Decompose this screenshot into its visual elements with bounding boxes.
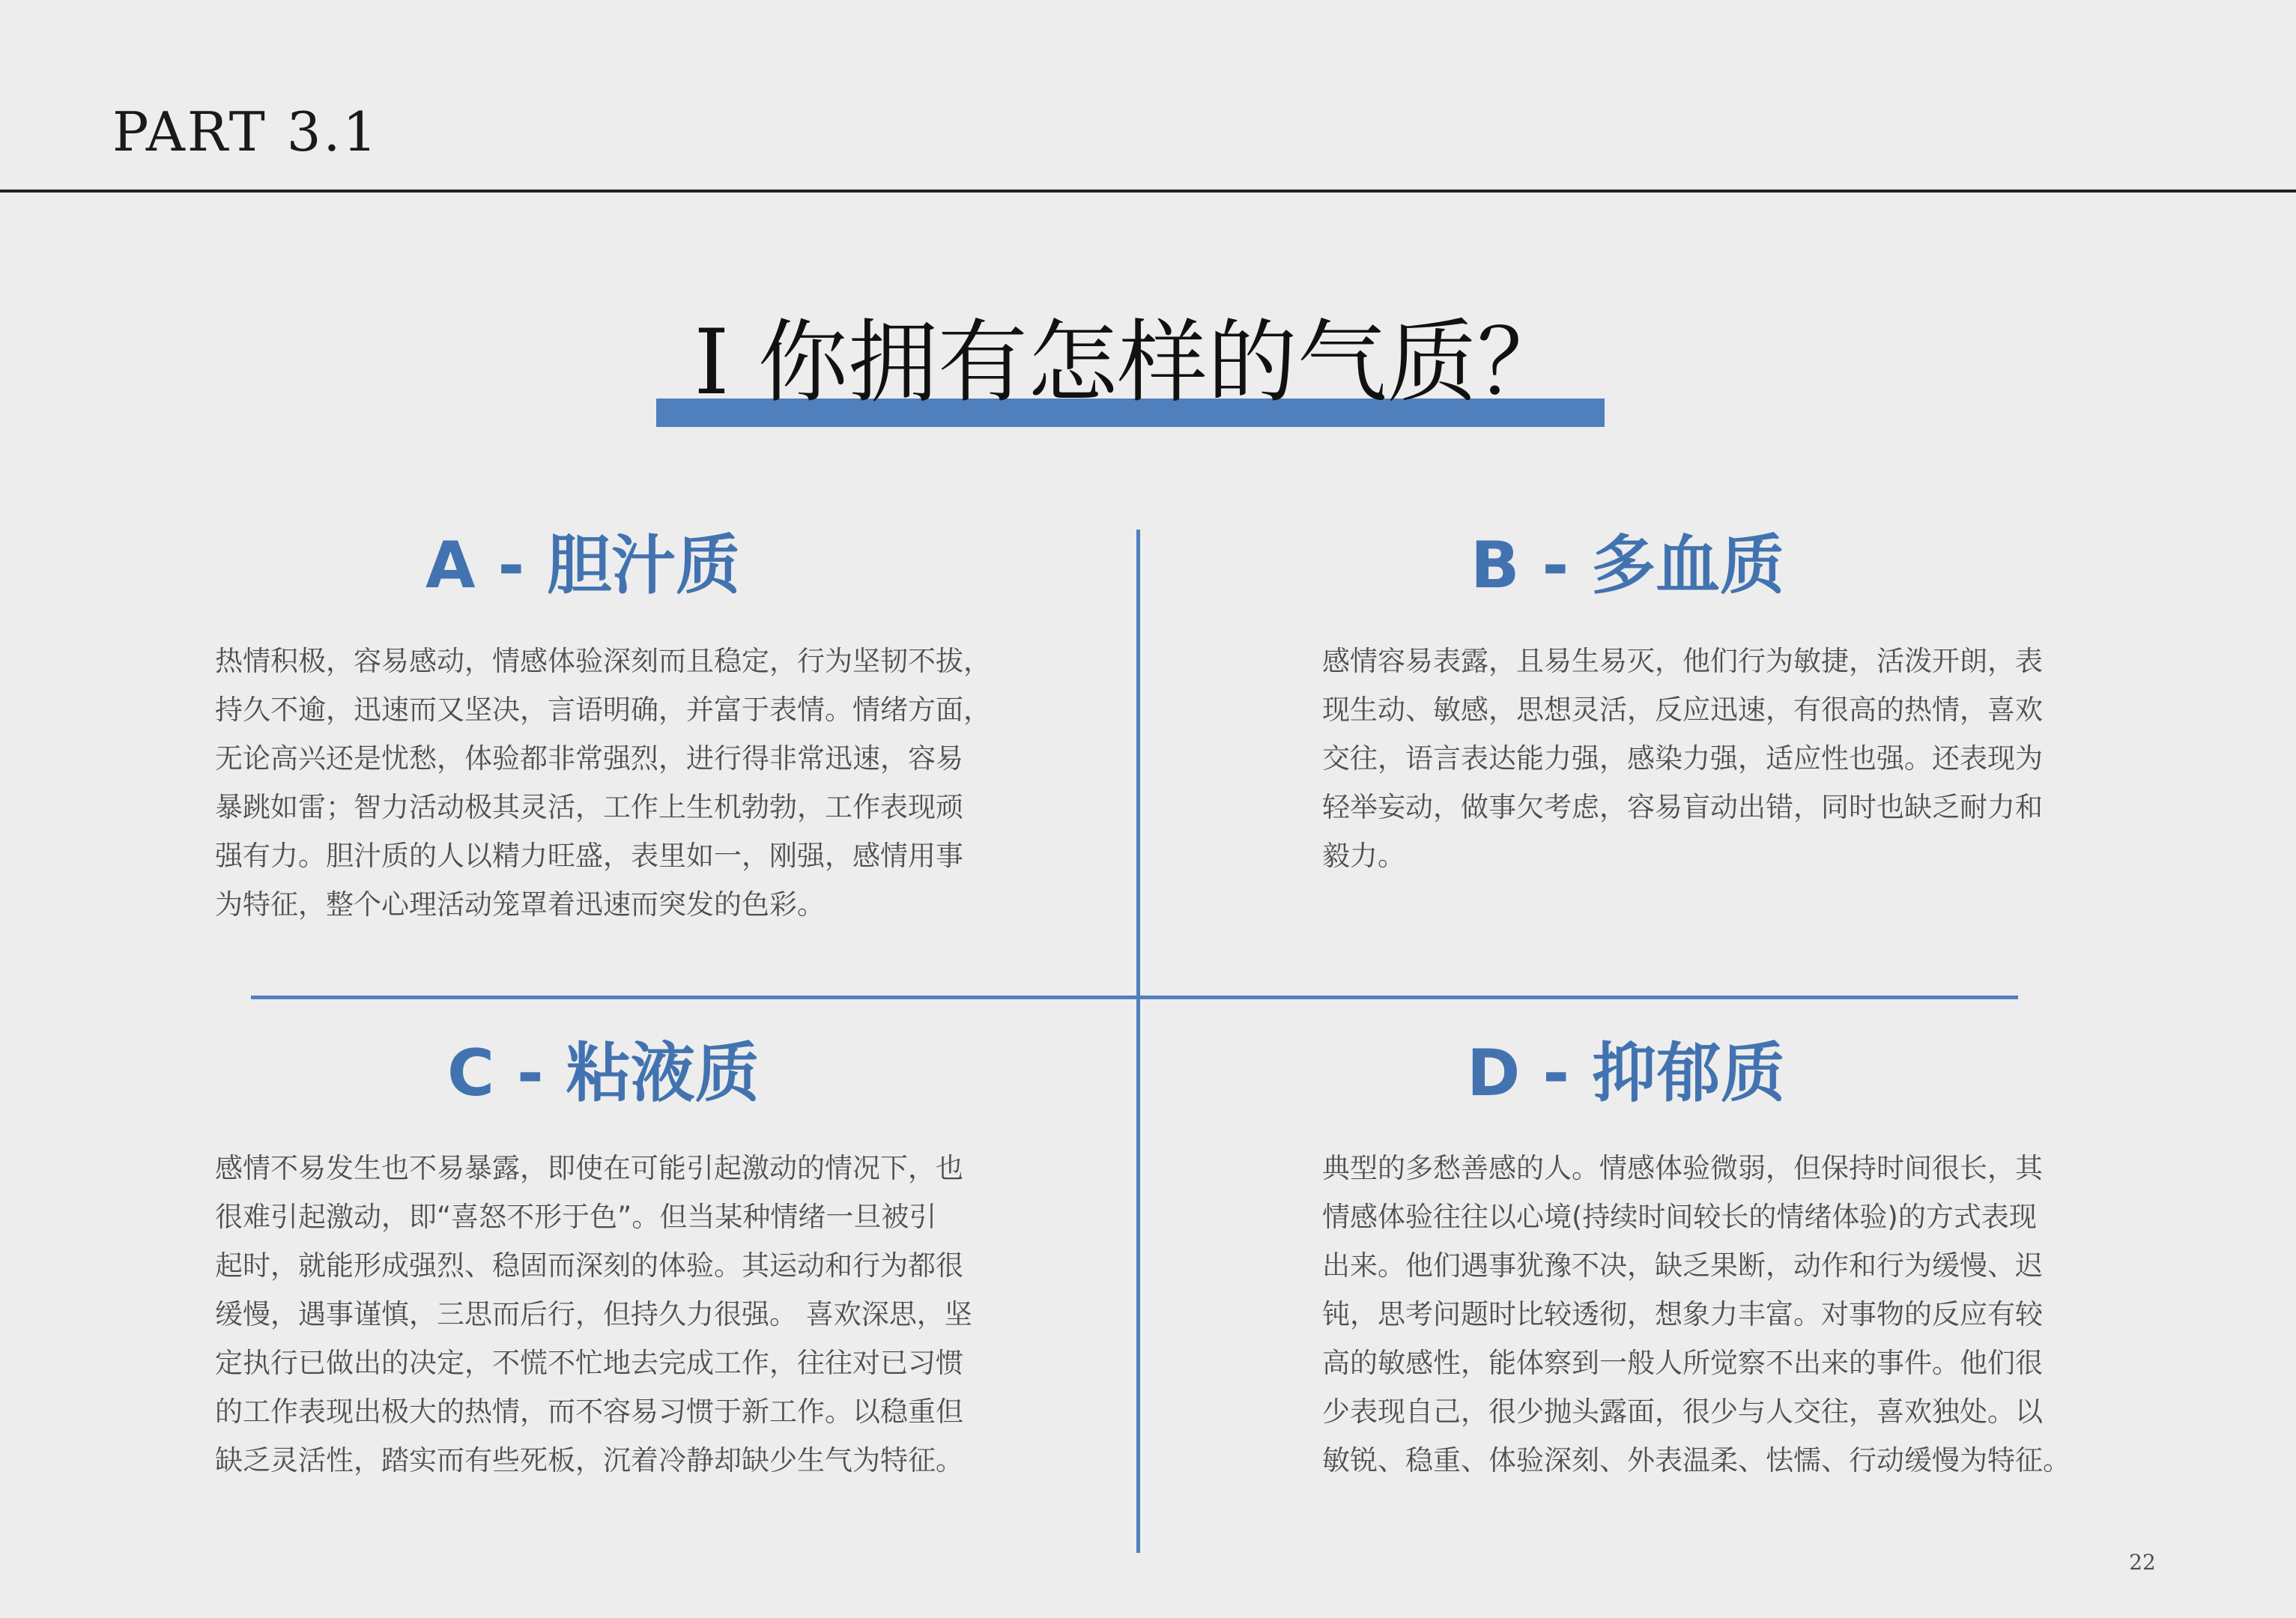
quadrant-b-title: B - 多血质	[1470, 528, 1785, 603]
quadrant-a-line: 无论高兴还是忧愁，体验都非常强烈，进行得非常迅速，容易	[215, 742, 963, 775]
quadrant-d-line: 少表现自己，很少抛头露面，很少与人交往，喜欢独处。以	[1322, 1396, 2043, 1428]
header-rule	[0, 190, 2296, 193]
quadrant-d-body	[1322, 1144, 2086, 1485]
quadrant-b-line: 感情容易表露，且易生易灭，他们行为敏捷，活泼开朗，表	[1322, 645, 2043, 677]
quadrant-b-body	[1322, 637, 2086, 880]
quadrant-c-line: 定执行已做出的决定，不慌不忙地去完成工作，往往对已习惯	[215, 1347, 963, 1379]
page-title: I 你拥有怎样的气质？	[694, 311, 1567, 415]
quadrant-b-line: 轻举妄动，做事欠考虑，容易盲动出错，同时也缺乏耐力和	[1322, 791, 2043, 823]
quadrant-d-line: 情感体验往往以心境(持续时间较长的情绪体验)的方式表现	[1322, 1201, 2037, 1233]
quadrant-d-line: 敏锐、稳重、体验深刻、外表温柔、怯懦、行动缓慢为特征。	[1322, 1444, 2071, 1476]
quadrant-d-line: 钝，思考问题时比较透彻，想象力丰富。对事物的反应有较	[1322, 1298, 2043, 1330]
quadrant-c-line: 缺乏灵活性，踏实而有些死板，沉着冷静却缺少生气为特征。	[215, 1444, 963, 1476]
quadrant-a-line: 持久不逾，迅速而又坚决，言语明确，并富于表情。情绪方面，	[215, 694, 991, 726]
quadrant-a-title: A - 胆汁质	[425, 528, 741, 603]
quadrant-c-title: C - 粘液质	[447, 1036, 760, 1111]
quadrant-d-title: D - 抑郁质	[1467, 1036, 1785, 1111]
horizontal-divider	[251, 996, 2018, 999]
quadrant-b-line: 现生动、敏感，思想灵活，反应迅速，有很高的热情，喜欢	[1322, 694, 2043, 726]
quadrant-a-line: 暴跳如雷；智力活动极其灵活，工作上生机勃勃，工作表现顽	[215, 791, 963, 823]
quadrant-b-line: 交往，语言表达能力强，感染力强，适应性也强。还表现为	[1322, 742, 2043, 775]
quadrant-a-line: 为特征，整个心理活动笼罩着迅速而突发的色彩。	[215, 888, 825, 921]
quadrant-c-line: 的工作表现出极大的热情，而不容易习惯于新工作。以稳重但	[215, 1396, 963, 1428]
quadrant-a-body	[215, 637, 991, 929]
quadrant-b-line: 毅力。	[1322, 840, 1405, 872]
quadrant-d-line: 出来。他们遇事犹豫不决，缺乏果断，动作和行为缓慢、迟	[1322, 1249, 2043, 1282]
vertical-divider	[1136, 530, 1140, 1553]
quadrant-c-line: 很难引起激动，即“喜怒不形于色”。但当某种情绪一旦被引	[215, 1201, 937, 1233]
quadrant-c-body	[215, 1144, 979, 1485]
page-number: 22	[2129, 1550, 2156, 1575]
part-label: PART 3.1	[112, 100, 380, 163]
quadrant-d-line: 高的敏感性，能体察到一般人所觉察不出来的事件。他们很	[1322, 1347, 2043, 1379]
quadrant-a-line: 强有力。胆汁质的人以精力旺盛，表里如一，刚强，感情用事	[215, 840, 963, 872]
quadrant-a-line: 热情积极，容易感动，情感体验深刻而且稳定，行为坚韧不拔，	[215, 645, 991, 677]
quadrant-c-line: 起时，就能形成强烈、稳固而深刻的体验。其运动和行为都很	[215, 1249, 963, 1282]
quadrant-d-line: 典型的多愁善感的人。情感体验微弱，但保持时间很长，其	[1322, 1152, 2043, 1184]
quadrant-c-line: 感情不易发生也不易暴露，即使在可能引起激动的情况下，也	[215, 1152, 963, 1184]
quadrant-c-line: 缓慢，遇事谨慎，三思而后行，但持久力很强。 喜欢深思，坚	[215, 1298, 972, 1330]
